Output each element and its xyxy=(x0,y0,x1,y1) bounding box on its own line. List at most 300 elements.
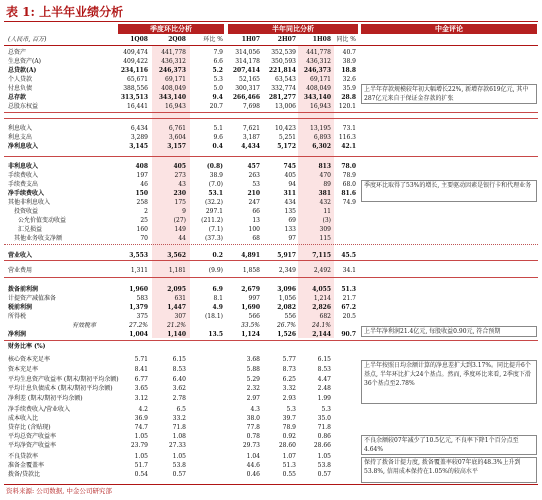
cell-c6: 441,778 xyxy=(306,49,331,56)
cell-c3: (7.1) xyxy=(208,226,223,233)
ratio-cell-c5: 2.93 xyxy=(282,395,296,402)
cell-c3: 5.0 xyxy=(213,85,223,92)
col-1h08: 1H08 xyxy=(312,36,331,43)
cell-c4: 997 xyxy=(248,295,260,302)
row-label: 付息负债 xyxy=(8,85,33,92)
cell-c5: 1,526 xyxy=(277,331,296,338)
ratio-label: 平均总资产收益率 xyxy=(8,433,57,440)
comment-box: 上半年按照日均余额计算的净息差扩大到3.17%。同比提升6个基点, 半年环比扩大24个基点。然而, 季度环比来看, 2季度下滑36个基点至2.78% xyxy=(361,360,537,404)
ratio-cell-c2: 53.8 xyxy=(172,462,186,469)
ratio-cell-c1: 36.9 xyxy=(134,415,148,422)
ratio-cell-c4: 1.04 xyxy=(246,453,260,460)
cell-c1: 70 xyxy=(140,235,148,242)
table-row xyxy=(0,251,542,260)
comment-box: 不良余额较07年减少了10.5亿元, 不良率下降1个百分点至4.64% xyxy=(361,435,537,455)
title-rule xyxy=(4,21,538,22)
row-label: 所得税 xyxy=(8,313,27,320)
cell-c1: 6,434 xyxy=(130,125,148,132)
cell-c1: 375 xyxy=(136,313,148,320)
row-label: 有效税率 xyxy=(72,322,97,329)
cell-c1: 197 xyxy=(136,172,148,179)
ratio-cell-c6: 35.0 xyxy=(317,415,331,422)
ratio-cell-c1: 3.12 xyxy=(134,395,148,402)
table-title: 表 1: 上半年业绩分析 xyxy=(6,5,124,19)
cell-c6: 4,055 xyxy=(312,286,331,293)
cell-c3: 38.9 xyxy=(209,172,223,179)
cell-c6: 682 xyxy=(319,313,331,320)
ratio-cell-c2: 0.57 xyxy=(172,471,186,478)
row-separator xyxy=(4,340,538,341)
ratio-cell-c4: 2.32 xyxy=(246,385,260,392)
cell-c5: 745 xyxy=(283,163,296,170)
col-1h07: 1H07 xyxy=(241,36,260,43)
cell-c2: 2,095 xyxy=(167,286,186,293)
ratio-cell-c2: 3.62 xyxy=(172,385,186,392)
cell-c4: 1,690 xyxy=(241,304,260,311)
cell-c6: 309 xyxy=(319,226,331,233)
cell-c7: 18.8 xyxy=(341,67,356,74)
cell-c6: 89 xyxy=(323,181,331,188)
cell-c3: 5.1 xyxy=(213,125,223,132)
cell-c2: 405 xyxy=(173,163,186,170)
cell-c1: 258 xyxy=(136,199,148,206)
ratio-cell-c1: 51.7 xyxy=(134,462,148,469)
cell-c6: 6,302 xyxy=(312,143,331,150)
ratio-label: 贷存比 (含贴现) xyxy=(8,424,51,431)
ratio-cell-c5: 51.3 xyxy=(282,462,296,469)
cell-c1: 409,474 xyxy=(123,49,148,56)
table-row xyxy=(0,234,542,243)
ratio-cell-c1: 23.79 xyxy=(130,442,148,449)
cell-c4: 7,698 xyxy=(242,103,260,110)
cell-c1: 25 xyxy=(140,217,148,224)
ratio-cell-c1: 5.71 xyxy=(134,356,148,363)
cell-c7: 67.2 xyxy=(341,304,356,311)
table-row xyxy=(0,75,542,84)
cell-c5: 221,814 xyxy=(268,67,296,74)
cell-c2: 1,447 xyxy=(167,304,186,311)
cell-c4: 566 xyxy=(248,313,260,320)
cell-c3: 5.3 xyxy=(213,76,223,83)
cell-c4: 13 xyxy=(252,217,260,224)
ratio-label: 核心资本充足率 xyxy=(8,356,51,363)
ratio-cell-c5: 5.77 xyxy=(282,356,296,363)
row-label: 净手续费收入 xyxy=(8,190,45,197)
ratio-cell-c6: 1.99 xyxy=(317,395,331,402)
cell-c2: 175 xyxy=(174,199,186,206)
table-row xyxy=(0,66,542,75)
ratio-cell-c1: 3.65 xyxy=(134,385,148,392)
ratio-cell-c4: 5.29 xyxy=(246,376,260,383)
cell-c6: 381 xyxy=(318,190,331,197)
cell-c4: 4,434 xyxy=(241,143,260,150)
row-label: 总贷款(A) xyxy=(8,67,37,74)
cell-c3: (32.2) xyxy=(204,199,223,206)
cell-c1: 150 xyxy=(135,190,148,197)
cell-c4: 33.5% xyxy=(240,322,260,329)
ratio-row xyxy=(0,414,542,423)
cell-c5: 2,082 xyxy=(277,304,296,311)
ratio-label: 不良贷款率 xyxy=(8,453,39,460)
ratio-row xyxy=(0,423,542,432)
row-separator xyxy=(4,112,538,113)
ratio-cell-c6: 8.53 xyxy=(317,366,331,373)
ratio-cell-c5: 0.92 xyxy=(282,433,296,440)
cell-c6: 7,115 xyxy=(312,252,331,259)
cell-c5: 556 xyxy=(284,313,296,320)
ratio-cell-c5: 1.07 xyxy=(282,453,296,460)
row-label: 总资产 xyxy=(8,49,27,56)
cell-c6: 2,492 xyxy=(313,267,331,274)
row-label: 利息支出 xyxy=(8,134,33,141)
cell-c5: 69 xyxy=(288,217,296,224)
cell-c7: 68.0 xyxy=(342,181,356,188)
cell-c6: (3) xyxy=(322,217,331,224)
cell-c5: 94 xyxy=(288,181,296,188)
cell-c7: 21.7 xyxy=(342,295,356,302)
ratio-cell-c5: 8.73 xyxy=(282,366,296,373)
cell-c1: 1,004 xyxy=(129,331,148,338)
cell-c6: 115 xyxy=(319,235,331,242)
ratio-cell-c5: 0.55 xyxy=(282,471,296,478)
cell-c4: 66 xyxy=(252,208,260,215)
cell-c2: 631 xyxy=(174,295,186,302)
cell-c5: 1,056 xyxy=(278,295,296,302)
cell-c5: 332,774 xyxy=(271,85,296,92)
cell-c3: 297.1 xyxy=(205,208,223,215)
cell-c2: 3,157 xyxy=(167,143,186,150)
cell-c3: 0.4 xyxy=(212,143,223,150)
row-separator xyxy=(4,244,538,245)
cell-c6: 2,826 xyxy=(312,304,331,311)
row-label: 生息资产(A) xyxy=(8,58,42,65)
table-row xyxy=(0,312,542,321)
cell-c7: 120.1 xyxy=(338,103,356,110)
cell-c5: 5,917 xyxy=(277,252,296,259)
ratio-cell-c4: 38.0 xyxy=(246,415,260,422)
row-label: 非利息收入 xyxy=(8,163,39,170)
ratio-label: 准备金覆盖率 xyxy=(8,462,45,469)
ratio-label: 平均生息资产收益率 (期末/期初平均余额) xyxy=(8,376,119,383)
ratio-cell-c6: 28.66 xyxy=(313,442,331,449)
ratio-cell-c2: 6.5 xyxy=(176,406,186,413)
cell-c5: 2,349 xyxy=(278,267,296,274)
row-separator xyxy=(4,118,538,119)
row-label: 拨备前利润 xyxy=(8,286,39,293)
ratio-cell-c2: 8.53 xyxy=(172,366,186,373)
cell-c7: 78.0 xyxy=(341,163,356,170)
ratio-cell-c2: 1.05 xyxy=(172,453,186,460)
cell-c3: (9.9) xyxy=(208,267,223,274)
table-row xyxy=(0,171,542,180)
cell-c6: 6,893 xyxy=(313,134,331,141)
cell-c1: 583 xyxy=(136,295,148,302)
ratio-cell-c1: 4.2 xyxy=(138,406,148,413)
cell-c6: 1,214 xyxy=(313,295,331,302)
cell-c2: 246,373 xyxy=(158,67,186,74)
cell-c5: 10,423 xyxy=(275,125,296,132)
ratio-cell-c4: 4.3 xyxy=(250,406,260,413)
ratio-cell-c5: 28.60 xyxy=(278,442,296,449)
cell-c6: 436,312 xyxy=(306,58,331,65)
cell-c1: 408 xyxy=(135,163,148,170)
ratio-cell-c2: 33.2 xyxy=(172,415,186,422)
cell-c4: 4,891 xyxy=(241,252,260,259)
ratio-cell-c6: 1.05 xyxy=(317,453,331,460)
cell-c6: 813 xyxy=(318,163,331,170)
ratio-cell-c5: 78.9 xyxy=(282,424,296,431)
cell-c1: 16,441 xyxy=(127,103,148,110)
cell-c4: 247 xyxy=(248,199,260,206)
cell-c3: 5.2 xyxy=(212,67,223,74)
cell-c7: 38.9 xyxy=(342,58,356,65)
ratio-cell-c6: 4.47 xyxy=(317,376,331,383)
header-comment: 中金评论 xyxy=(361,24,537,34)
cell-c6: 470 xyxy=(319,172,331,179)
cell-c3: 9.4 xyxy=(212,94,223,101)
cell-c3: 6.9 xyxy=(212,286,223,293)
table-row xyxy=(0,207,542,216)
cell-c4: 3,187 xyxy=(242,134,260,141)
cell-c7: 40.7 xyxy=(342,49,356,56)
ratio-row xyxy=(0,405,542,414)
cell-c1: 27.2% xyxy=(128,322,148,329)
source-note: 资料来源: 公司数据, 中金公司研究部 xyxy=(6,487,112,495)
cell-c5: 5,172 xyxy=(277,143,296,150)
cell-c7: 20.5 xyxy=(342,313,356,320)
cell-c5: 3,096 xyxy=(277,286,296,293)
ratio-cell-c6: 5.3 xyxy=(321,406,331,413)
table-row xyxy=(0,285,542,294)
ratio-cell-c6: 0.86 xyxy=(317,433,331,440)
col-2q08: 2Q08 xyxy=(168,36,186,43)
comment-box: 上半年净利润21.4亿元, 每股收益0.90元, 符合预期 xyxy=(361,326,537,337)
cell-c4: 7,621 xyxy=(242,125,260,132)
cell-c2: 9 xyxy=(182,208,186,215)
row-label: 税前利润 xyxy=(8,304,33,311)
cell-c2: 273 xyxy=(174,172,186,179)
col-yoy-pct: 同比 % xyxy=(336,36,356,43)
row-label: 净利润 xyxy=(8,331,27,338)
row-label: 总股东权益 xyxy=(8,103,39,110)
cell-c2: 44 xyxy=(178,235,186,242)
cell-c2: 43 xyxy=(178,181,186,188)
cell-c6: 343,140 xyxy=(303,94,331,101)
row-label: 计提资产减值准备 xyxy=(8,295,57,302)
row-label: 利息收入 xyxy=(8,125,33,132)
cell-c3: 20.7 xyxy=(209,103,223,110)
ratio-cell-c5: 39.7 xyxy=(282,415,296,422)
ratio-cell-c5: 3.32 xyxy=(282,385,296,392)
ratio-cell-c1: 74.7 xyxy=(134,424,148,431)
cell-c1: 3,553 xyxy=(129,252,148,259)
row-label: 个人贷款 xyxy=(8,76,33,83)
cell-c1: 3,289 xyxy=(130,134,148,141)
cell-c2: 3,604 xyxy=(168,134,186,141)
cell-c1: 2 xyxy=(144,208,148,215)
table-row xyxy=(0,57,542,66)
ratio-label: 净利差 (期末/期初平均余额) xyxy=(8,395,83,402)
cell-c6: 246,373 xyxy=(303,67,331,74)
cell-c6: 16,943 xyxy=(310,103,331,110)
cell-c6: 24.1% xyxy=(311,322,331,329)
cell-c1: 160 xyxy=(136,226,148,233)
ratio-cell-c1: 8.41 xyxy=(134,366,148,373)
cell-c2: 408,049 xyxy=(161,85,186,92)
cell-c7: 35.9 xyxy=(342,85,356,92)
cell-c1: 1,960 xyxy=(129,286,148,293)
cell-c6: 432 xyxy=(319,199,331,206)
ratio-label: 拨备/贷款比 xyxy=(8,471,41,478)
row-label: 其他非利息收入 xyxy=(8,199,51,206)
ratio-cell-c4: 29.73 xyxy=(242,442,260,449)
row-label: 投资收益 xyxy=(14,208,39,215)
row-label: 汇兑损益 xyxy=(18,226,43,233)
cell-c3: 9.6 xyxy=(213,134,223,141)
cell-c5: 63,543 xyxy=(275,76,296,83)
row-label: 手续费收入 xyxy=(8,172,39,179)
cell-c2: 441,778 xyxy=(161,49,186,56)
cell-c7: 32.6 xyxy=(342,76,356,83)
cell-c5: 135 xyxy=(284,208,296,215)
row-separator xyxy=(4,260,538,261)
cell-c7: 90.7 xyxy=(341,331,356,338)
footer-rule xyxy=(4,484,538,485)
ratio-cell-c4: 3.68 xyxy=(246,356,260,363)
cell-c5: 311 xyxy=(283,190,296,197)
ratio-cell-c6: 0.57 xyxy=(317,471,331,478)
cell-c4: 300,317 xyxy=(235,85,260,92)
header-rule xyxy=(4,45,538,46)
cell-c4: 53 xyxy=(252,181,260,188)
row-label: 营业收入 xyxy=(8,252,33,259)
cell-c5: 350,593 xyxy=(271,58,296,65)
comment-box: 保持了拨备计提力度, 拨备覆盖率较07年底的48.3%上升到53.8%, 信用成本保持在1.05%的较高水平 xyxy=(361,457,537,483)
cell-c6: 408,049 xyxy=(306,85,331,92)
cell-c5: 281,277 xyxy=(268,94,296,101)
ratio-cell-c4: 77.8 xyxy=(246,424,260,431)
cell-c4: 314,056 xyxy=(235,49,260,56)
ratio-cell-c2: 27.33 xyxy=(168,442,186,449)
ratio-label: 资本充足率 xyxy=(8,366,39,373)
ratio-cell-c6: 53.8 xyxy=(317,462,331,469)
cell-c4: 1,858 xyxy=(242,267,260,274)
table-row xyxy=(0,294,542,303)
cell-c4: 263 xyxy=(248,172,260,179)
cell-c3: 8.1 xyxy=(213,295,223,302)
ratio-cell-c1: 0.54 xyxy=(134,471,148,478)
row-label: 手续费支出 xyxy=(8,181,39,188)
cell-c2: 21.2% xyxy=(166,322,186,329)
col-2h07: 2H07 xyxy=(277,36,296,43)
ratio-cell-c2: 6.15 xyxy=(172,356,186,363)
cell-c3: 53.1 xyxy=(208,190,223,197)
cell-c6: 13,195 xyxy=(310,125,331,132)
cell-c5: 352,539 xyxy=(271,49,296,56)
cell-c2: 307 xyxy=(174,313,186,320)
ratio-label: 成本收入比 xyxy=(8,415,39,422)
row-label: 其他业务收支净额 xyxy=(14,235,63,242)
cell-c1: 313,513 xyxy=(120,94,148,101)
cell-c5: 26.7% xyxy=(276,322,296,329)
ratio-cell-c5: 6.25 xyxy=(282,376,296,383)
ratio-cell-c6: 2.48 xyxy=(317,385,331,392)
table-row xyxy=(0,225,542,234)
ratio-cell-c4: 0.46 xyxy=(246,471,260,478)
col-1q08: 1Q08 xyxy=(130,36,148,43)
cell-c3: 13.5 xyxy=(208,331,223,338)
cell-c4: 100 xyxy=(248,226,260,233)
cell-c7: 28.8 xyxy=(341,94,356,101)
cell-c6: 2,144 xyxy=(312,331,331,338)
row-label: 净利息收入 xyxy=(8,143,39,150)
cell-c2: 230 xyxy=(173,190,186,197)
cell-c5: 133 xyxy=(284,226,296,233)
ratio-label: 净手续费收入/营业收入 xyxy=(8,406,71,413)
cell-c3: (7.0) xyxy=(208,181,223,188)
cell-c1: 234,116 xyxy=(120,67,148,74)
cell-c7: 42.1 xyxy=(341,143,356,150)
unit-label: (人民币, 百万) xyxy=(8,36,47,43)
ratio-cell-c1: 1.05 xyxy=(134,433,148,440)
cell-c2: 6,761 xyxy=(168,125,186,132)
cell-c4: 1,124 xyxy=(241,331,260,338)
ratio-cell-c2: 1.08 xyxy=(172,433,186,440)
cell-c5: 13,006 xyxy=(275,103,296,110)
cell-c2: 1,140 xyxy=(167,331,186,338)
cell-c1: 1,379 xyxy=(129,304,148,311)
row-separator xyxy=(4,156,538,157)
cell-c1: 46 xyxy=(140,181,148,188)
row-separator xyxy=(4,277,538,278)
ratio-section-title: 财务比率 (%) xyxy=(8,343,46,350)
cell-c4: 314,178 xyxy=(235,58,260,65)
cell-c4: 210 xyxy=(247,190,260,197)
ratio-cell-c6: 71.8 xyxy=(317,424,331,431)
cell-c4: 68 xyxy=(252,235,260,242)
table-row xyxy=(0,124,542,133)
ratio-cell-c4: 44.6 xyxy=(246,462,260,469)
cell-c7: 45.5 xyxy=(341,252,356,259)
ratio-cell-c1: 6.77 xyxy=(134,376,148,383)
ratio-cell-c2: 6.40 xyxy=(172,376,186,383)
cell-c2: 1,181 xyxy=(168,267,186,274)
cell-c4: 266,466 xyxy=(232,94,260,101)
row-label: 营业费用 xyxy=(8,267,33,274)
cell-c4: 457 xyxy=(247,163,260,170)
cell-c3: 0.2 xyxy=(212,252,223,259)
table-row xyxy=(0,48,542,57)
cell-c1: 409,422 xyxy=(123,58,148,65)
cell-c1: 388,556 xyxy=(123,85,148,92)
table-row xyxy=(0,266,542,275)
ratio-cell-c4: 2.97 xyxy=(246,395,260,402)
cell-c5: 405 xyxy=(284,172,296,179)
header-qoq: 季度环比分析 xyxy=(118,24,224,34)
comment-box: 上半年存款规模较年初大幅增长22%, 新增存款619亿元, 其中287亿元来自于保证金存款的扩张 xyxy=(361,84,537,104)
cell-c3: (211.2) xyxy=(201,217,223,224)
cell-c3: (37.3) xyxy=(204,235,223,242)
cell-c7: 51.3 xyxy=(341,286,356,293)
ratio-cell-c5: 5.3 xyxy=(286,406,296,413)
cell-c5: 97 xyxy=(288,235,296,242)
ratio-cell-c1: 1.05 xyxy=(134,453,148,460)
cell-c5: 434 xyxy=(284,199,296,206)
header-yoy: 半年同比分析 xyxy=(228,24,358,34)
cell-c4: 52,165 xyxy=(239,76,260,83)
cell-c6: 69,171 xyxy=(310,76,331,83)
cell-c2: (27) xyxy=(173,217,186,224)
